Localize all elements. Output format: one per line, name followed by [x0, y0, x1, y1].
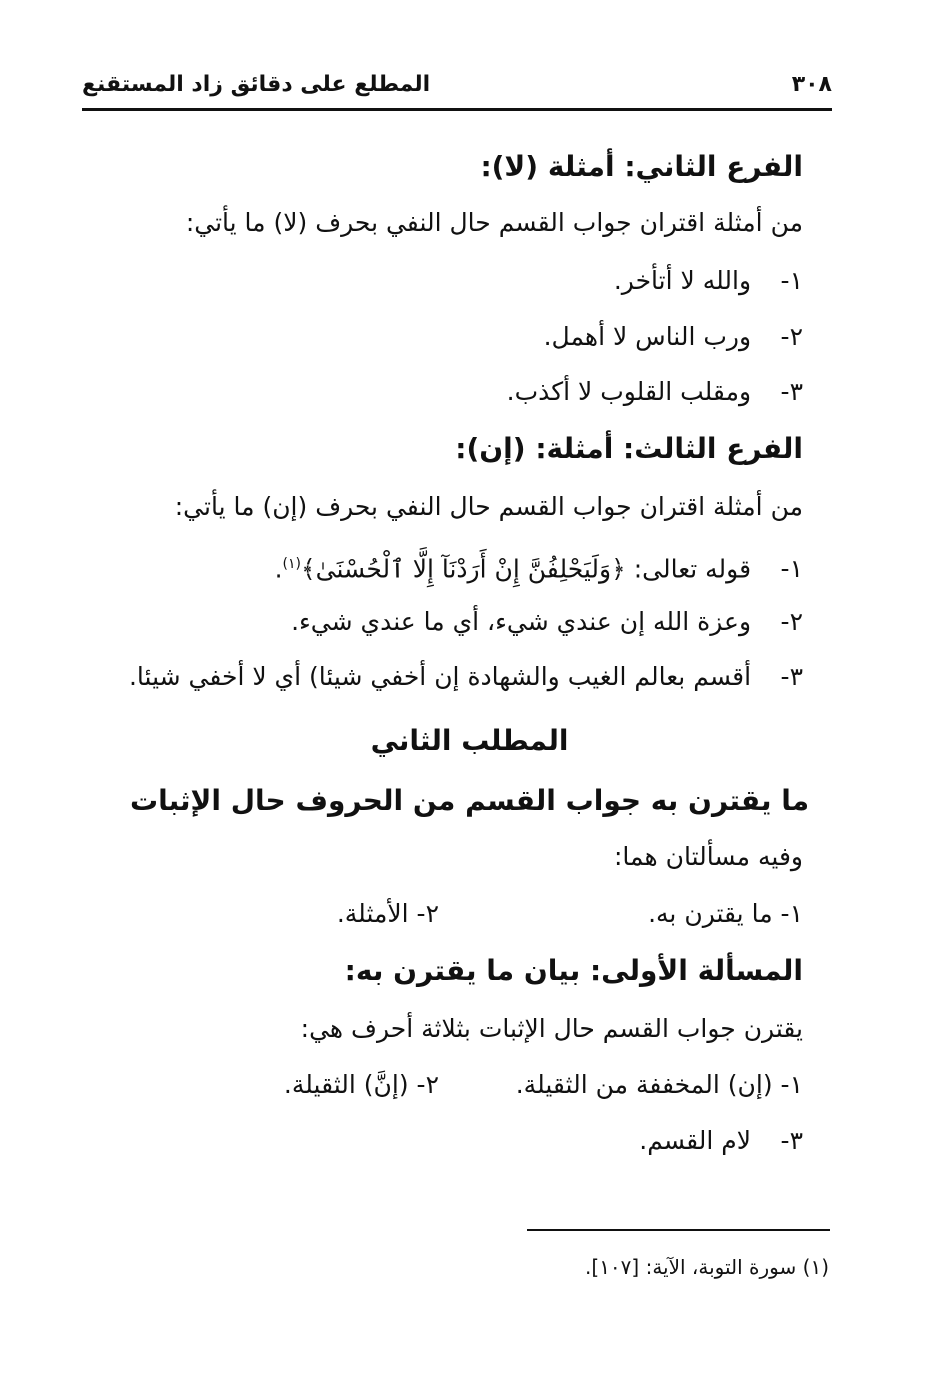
- list-item: [129, 658, 803, 696]
- item-number: ١-: [780, 554, 803, 584]
- item-text: والله لا أتأخر.: [613, 266, 752, 295]
- matlab-title: المطلب الثاني: [370, 724, 569, 757]
- header-rule: [82, 108, 832, 111]
- list-item: [291, 603, 803, 641]
- item-number: ٣-: [780, 662, 803, 691]
- item-text: وعزة الله إن عندي شيء، أي ما عندي شيء.: [291, 607, 752, 636]
- list-item: ١- ما يقترن به.: [648, 899, 803, 928]
- running-header: [82, 70, 832, 104]
- list-item: [639, 1122, 803, 1160]
- footnote: (١) سورة التوبة، الآية: [١٠٧].: [585, 1255, 829, 1279]
- quran-quote: قوله تعالى: ﴿وَلَيَحْلِفُنَّ إِنْ أَرَدْنَآ إِلَّا ٱلْحُسْنَىٰ﴾: [301, 554, 752, 584]
- item-text: ومقلب القلوب لا أكذب.: [506, 377, 752, 406]
- item-number: ٢-: [780, 607, 803, 636]
- masala-heading: المسألة الأولى: بيان ما يقترن به:: [344, 954, 803, 987]
- item-text: ورب الناس لا أهمل.: [543, 322, 752, 351]
- item-tail: .: [274, 554, 283, 584]
- footnote-separator: [527, 1229, 830, 1231]
- masala-intro: يقترن جواب القسم حال الإثبات بثلاثة أحرف هي:: [300, 1014, 803, 1043]
- item-number: ٣-: [780, 377, 803, 406]
- list-item: [275, 545, 803, 588]
- list-item: ٢- الأمثلة.: [336, 899, 439, 928]
- item-text: لام القسم.: [639, 1126, 752, 1155]
- list-item: [507, 373, 803, 411]
- matlab-intro: وفيه مسألتان هما:: [614, 842, 803, 871]
- book-title: المطلع على دقائق زاد المستقنع: [82, 72, 431, 97]
- matlab-subtitle: ما يقترن به جواب القسم من الحروف حال الإثبات: [129, 784, 810, 817]
- list-item: [544, 318, 803, 356]
- item-number: ٢-: [780, 322, 803, 351]
- footnote-reference: (١): [282, 556, 302, 572]
- section-heading-la: الفرع الثاني: أمثلة (لا):: [480, 150, 803, 183]
- item-text: أقسم بعالم الغيب والشهادة إن أخفي شيئا) أي لا أخفي شيئا.: [128, 662, 752, 691]
- item-number: ١-: [780, 266, 803, 295]
- list-item: [614, 262, 803, 300]
- section-intro-in: من أمثلة اقتران جواب القسم حال النفي بحرف (إن) ما يأتي:: [174, 492, 803, 521]
- section-intro-la: من أمثلة اقتران جواب القسم حال النفي بحرف (لا) ما يأتي:: [185, 208, 803, 237]
- section-heading-in: الفرع الثالث: أمثلة: (إن):: [455, 432, 803, 465]
- list-item: ١- (إن) المخففة من الثقيلة.: [515, 1070, 803, 1099]
- item-number: ٣-: [780, 1126, 803, 1155]
- list-item: ٢- (إنَّ) الثقيلة.: [283, 1070, 439, 1099]
- page-number: ٣٠٨: [791, 72, 832, 97]
